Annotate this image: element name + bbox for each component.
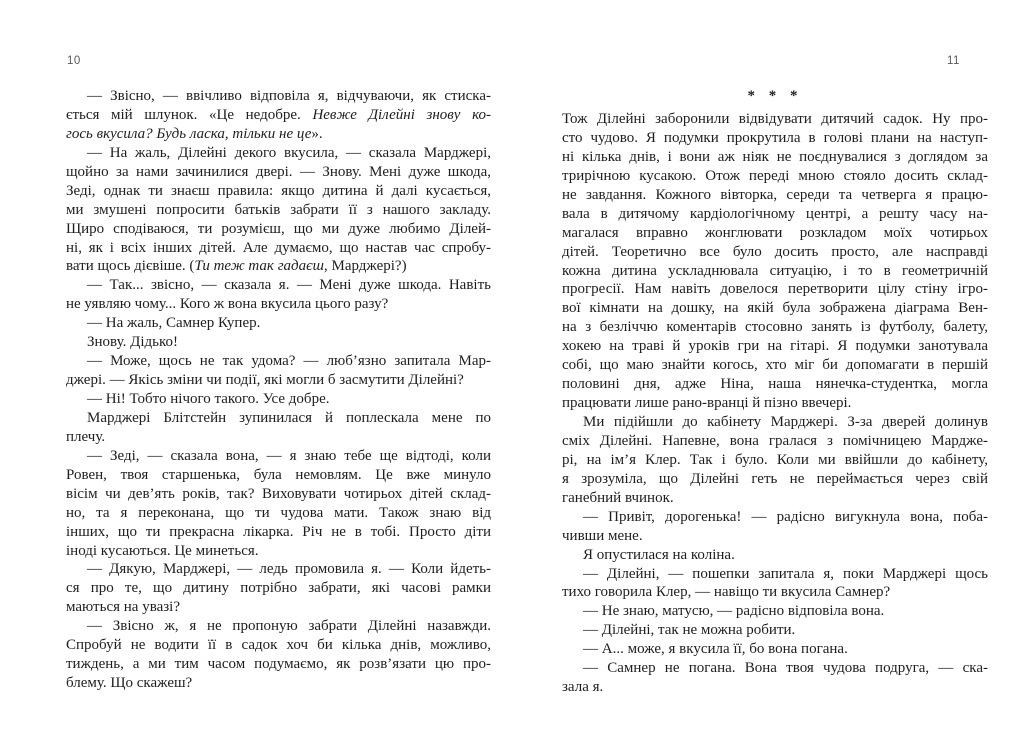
text-segment: працювати лише рано-вранці й пізно ввечері. bbox=[562, 395, 852, 412]
text-line bbox=[562, 375, 988, 394]
text-line bbox=[66, 257, 491, 276]
text-segment: Знову. Дідько! bbox=[87, 334, 179, 351]
text-line bbox=[66, 560, 491, 579]
text-segment: сміх Ділейні. Напевне, вона гралася з помічницею Мардже- bbox=[562, 432, 988, 449]
text-line bbox=[66, 428, 491, 447]
text-segment: ні, як і всіх інших дітей. Але думаємо, що настав час спробу- bbox=[66, 239, 491, 256]
text-line bbox=[562, 602, 988, 621]
left-page-number: 10 bbox=[67, 55, 81, 67]
text-segment: дітей. Теоретично все було досить просто, але насправді bbox=[562, 243, 988, 260]
text-line bbox=[562, 659, 988, 678]
text-segment: — На жаль, Самнер Купер. bbox=[87, 315, 261, 332]
text-segment: Щиро сподіваюся, ти розумієш, що ми дуже любимо Ділей- bbox=[66, 220, 491, 237]
text-line bbox=[66, 371, 491, 390]
text-segment: хокею на траві й уроків гри на гітарі. Я подумки занотувала bbox=[562, 338, 988, 355]
text-line bbox=[66, 201, 491, 220]
text-segment: собі, що маю знайти когось, хто міг би допомагати в першій bbox=[562, 357, 988, 374]
text-line bbox=[562, 565, 988, 584]
text-line bbox=[66, 390, 491, 409]
text-segment: ». bbox=[311, 125, 323, 142]
text-segment: вісім чи дев’ять років, так? Виховувати чотирьох дітей склад- bbox=[66, 485, 491, 502]
text-segment: — Ділейні, так не можна робити. bbox=[583, 622, 796, 639]
text-line bbox=[66, 314, 491, 333]
text-line bbox=[562, 394, 988, 413]
text-segment: тихо говорила Клер, — навіщо ти вкусила Самнер? bbox=[562, 584, 891, 601]
italic-text: Ти теж так гадаєш bbox=[194, 258, 324, 275]
text-line bbox=[562, 280, 988, 299]
text-line bbox=[562, 470, 988, 489]
text-segment: Ми підійшли до кабінету Марджері. З-за дверей долинув bbox=[583, 414, 988, 430]
text-line bbox=[66, 674, 491, 693]
text-line bbox=[562, 318, 988, 337]
text-line bbox=[66, 295, 491, 314]
text-line bbox=[562, 337, 988, 356]
text-line bbox=[66, 352, 491, 371]
text-segment: інших, що ти прекрасна лікарка. Річ не в тобі. Просто діти bbox=[66, 523, 491, 540]
text-line bbox=[562, 546, 988, 565]
text-line bbox=[562, 110, 988, 129]
text-segment: ся про те, що дитину потрібно забрати, які часові рамки bbox=[66, 580, 491, 597]
text-segment: Марджері Блітстейн зупинилася й поплескала мене по bbox=[87, 409, 491, 426]
text-segment: — На жаль, Ділейні декого вкусила, — сказала Марджері, bbox=[87, 144, 491, 161]
text-segment: но, та я переконана, що ти чудова мати. Також знаю від bbox=[66, 504, 491, 521]
text-segment: — Ні! Тобто нічого такого. Усе добре. bbox=[87, 391, 330, 407]
text-line bbox=[562, 299, 988, 318]
text-segment: Ровен, твоя старшенька, була немовлям. Це вже минуло bbox=[66, 466, 491, 483]
text-segment: — Самнер не погана. Вона твоя чудова подруга, — ска- bbox=[583, 660, 988, 677]
text-line bbox=[562, 489, 988, 508]
text-line bbox=[562, 205, 988, 224]
text-segment: плечу. bbox=[66, 428, 106, 445]
text-segment: вати щось дієвіше. ( bbox=[66, 258, 195, 275]
text-line bbox=[66, 276, 491, 295]
text-line bbox=[66, 144, 491, 163]
text-line bbox=[562, 451, 988, 470]
right-page-text bbox=[562, 87, 988, 697]
text-line bbox=[66, 220, 491, 239]
text-segment: — Зеді, — сказала вона, — я знаю тебе ще відтоді, коли bbox=[87, 447, 491, 464]
text-segment: — Так... звісно, — сказала я. — Мені дуже шкода. Навіть bbox=[87, 277, 491, 294]
text-segment: Спробуй не водити її в садок хоч би кілька днів, можливо, bbox=[66, 637, 491, 654]
text-segment: — Ділейні, — пошепки запитала я, поки Марджері щось bbox=[583, 565, 988, 582]
left-page-text bbox=[66, 87, 491, 693]
text-line bbox=[66, 504, 491, 523]
text-line bbox=[66, 447, 491, 466]
text-segment: Я опустилася на коліна. bbox=[583, 546, 735, 563]
text-line bbox=[66, 542, 491, 561]
text-line bbox=[66, 466, 491, 485]
text-segment: вала в дитячому кардіологічному центрі, а решту часу на- bbox=[562, 205, 988, 222]
italic-text: Невже Ділейні знову ко- bbox=[312, 106, 491, 123]
text-segment: рі, на ім’я Клер. Так і було. Коли ми ввійшли до кабінету, bbox=[562, 451, 988, 468]
text-segment: — Може, щось не так удома? — люб’язно запитала Мар- bbox=[87, 353, 491, 370]
text-segment: сто чудово. Я подумки прокрутила в голові плани на наступ- bbox=[562, 129, 988, 146]
text-line bbox=[562, 224, 988, 243]
italic-text: гось вкусила? Будь ласка, тільки не це bbox=[66, 125, 312, 142]
text-line bbox=[562, 583, 988, 602]
text-line bbox=[66, 182, 491, 201]
text-segment: — Дякую, Марджері, — ледь промовила я. — Коли йдеть- bbox=[87, 561, 491, 578]
text-line bbox=[66, 655, 491, 674]
text-segment: вої кімнати на дошку, на якій була зображена діаграма Вен- bbox=[562, 300, 988, 317]
text-segment: — Звісно, — ввічливо відповіла я, відчуваючи, як стиска- bbox=[87, 88, 491, 104]
text-segment: — А... може, я вкусила її, бо вона погана. bbox=[583, 641, 848, 658]
text-segment: ми змушені попросити батьків забрати її з нашого закладу. bbox=[66, 201, 491, 218]
text-line bbox=[562, 621, 988, 640]
text-segment: ється мій шлунок. «Це недобре. bbox=[66, 106, 313, 123]
text-line bbox=[562, 678, 988, 697]
text-segment: Зеді, однак ти знаєш правила: якщо дитина й далі кусається, bbox=[66, 182, 491, 199]
text-line bbox=[562, 148, 988, 167]
text-segment: кожна дитина ускладнювала ситуацію, і то в геометричній bbox=[562, 262, 988, 279]
text-segment: блему. Що скажеш? bbox=[66, 675, 193, 692]
text-segment: я зрозуміла, що Ділейні геть не переймається через свій bbox=[562, 470, 988, 487]
text-line bbox=[562, 129, 988, 148]
text-line bbox=[562, 356, 988, 375]
text-segment: — Звісно ж, я не пропоную забрати Ділейні назавжди. bbox=[87, 618, 491, 635]
text-segment: — Привіт, дорогенька! — радісно вигукнула вона, поба- bbox=[583, 508, 988, 525]
text-line bbox=[66, 579, 491, 598]
text-line bbox=[562, 527, 988, 546]
text-line bbox=[66, 636, 491, 655]
text-segment: магалася вправно жонглювати розкладом моїх чотирьох bbox=[562, 224, 988, 241]
text-line bbox=[562, 262, 988, 281]
text-segment: тиждень, а ми тим часом подумаємо, як розв’язати цю про- bbox=[66, 656, 491, 673]
text-line bbox=[562, 167, 988, 186]
text-line bbox=[562, 508, 988, 527]
text-segment: половині дня, адже Ніна, наша нянечка-студентка, могла bbox=[562, 376, 988, 393]
text-segment: зала я. bbox=[562, 679, 604, 696]
text-segment: прогресії. Нам навіть довелося перетворити цілу стіну ігро- bbox=[562, 281, 988, 298]
text-segment: Тож Ділейні заборонили відвідувати дитячий садок. Ну про- bbox=[562, 111, 988, 127]
text-segment: — Не знаю, матусю, — радісно відповіла вона. bbox=[583, 603, 885, 620]
text-line bbox=[66, 598, 491, 617]
text-line bbox=[66, 239, 491, 258]
text-line bbox=[562, 640, 988, 659]
text-segment: маються на увазі? bbox=[66, 599, 180, 616]
scene-break-separator: * * * bbox=[747, 88, 803, 104]
text-line bbox=[562, 243, 988, 262]
text-line bbox=[66, 87, 491, 106]
text-segment: не уявляю чому... Кого ж вона вкусила цього разу? bbox=[66, 296, 389, 313]
text-segment: трирічною кусакою. Отож переді мною стояло досить склад- bbox=[562, 167, 988, 184]
text-segment: ганебний вчинок. bbox=[562, 489, 674, 506]
text-segment: ні кілька днів, і вони аж ніяк не поєднувалися з доглядом за bbox=[562, 148, 988, 165]
text-segment: не завдання. Кожного вівторка, середи та четверга я працю- bbox=[562, 186, 988, 203]
text-line bbox=[66, 333, 491, 352]
text-line bbox=[66, 163, 491, 182]
right-page-number: 11 bbox=[947, 55, 960, 67]
text-line bbox=[562, 432, 988, 451]
text-line bbox=[562, 413, 988, 432]
text-line bbox=[66, 409, 491, 428]
text-segment: іноді кусаються. Це минеться. bbox=[66, 542, 259, 559]
text-segment: на з безліччю коментарів стосовно занять із футболу, балету, bbox=[562, 319, 988, 336]
text-segment: щойно за нами зачинилися двері. — Знову. Мені дуже шкода, bbox=[66, 163, 491, 180]
text-segment: , Марджері?) bbox=[324, 258, 407, 275]
text-line bbox=[562, 186, 988, 205]
text-line bbox=[66, 125, 491, 144]
text-segment: чивши мене. bbox=[562, 527, 643, 544]
text-line bbox=[66, 523, 491, 542]
text-line bbox=[66, 485, 491, 504]
text-line bbox=[66, 617, 491, 636]
text-line bbox=[66, 106, 491, 125]
text-segment: джері. — Якісь зміни чи події, які могли б засмутити Ділейні? bbox=[66, 372, 464, 389]
